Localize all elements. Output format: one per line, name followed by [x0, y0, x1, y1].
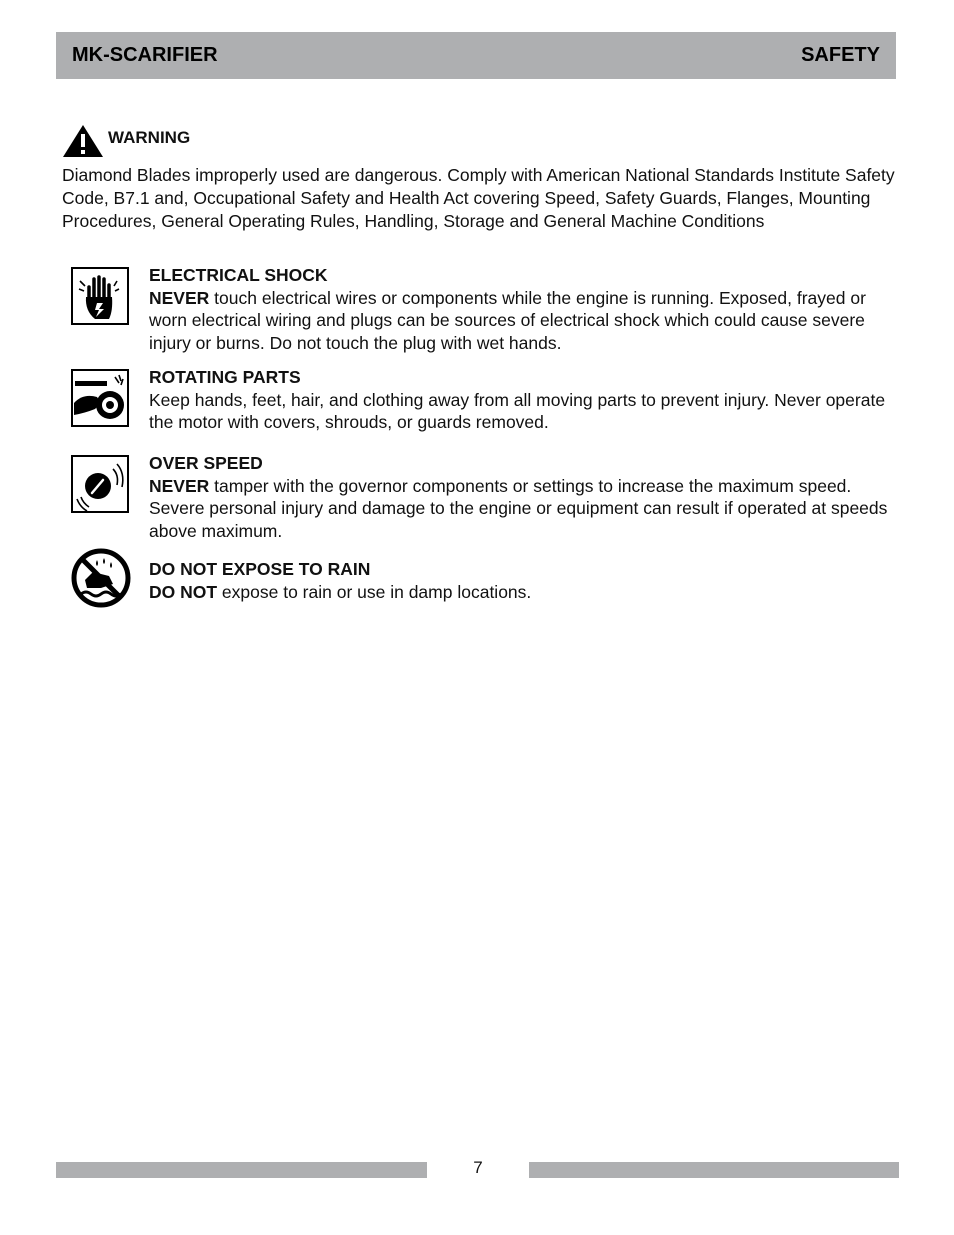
over-speed-gauge-icon: [71, 455, 129, 513]
hazard-lead: NEVER: [149, 287, 210, 308]
hazard-title: DO NOT EXPOSE TO RAIN: [149, 559, 371, 579]
hazard-lead: NEVER: [149, 475, 210, 496]
hazard-body: touch electrical wires or components while the engine is running. Exposed, frayed or worn electrical wiring and plugs can be sources of electrical shock which could cause severe injury or burns. Do not touch the plug with wet hands.: [149, 287, 866, 353]
hazard-body: Keep hands, feet, hair, and clothing away from all moving parts to prevent injury. Never operate the motor with covers, shrouds, or guards removed.: [149, 389, 886, 432]
hazard-lead: DO NOT: [149, 581, 218, 602]
no-rain-exposure-icon: [71, 548, 129, 606]
warning-text: Diamond Blades improperly used are dangerous. Comply with American National Standards Institute Safety Code, B7.1 and, Occupational Safety and Health Act covering Speed, Safety Guards, Flanges, Mounting Procedures, General Operating Rules, Handling, Storage and General Machine Conditions: [62, 165, 895, 231]
hazard-title: OVER SPEED: [149, 453, 263, 473]
page-header: [56, 32, 896, 79]
manual-title: MK-SCARIFIER: [72, 44, 218, 66]
warning-triangle-icon: [62, 124, 104, 158]
electric-shock-hand-icon: [71, 267, 129, 325]
warning-heading: [62, 124, 190, 158]
hazard-title: ELECTRICAL SHOCK: [149, 265, 328, 285]
hazard-title: ROTATING PARTS: [149, 367, 301, 387]
hazard-body: tamper with the governor components or settings to increase the maximum speed. Severe personal injury and damage to the engine or equipment can result if operated at speeds above maximum.: [149, 475, 888, 541]
rotating-parts-hand-icon: [71, 369, 129, 427]
section-title: SAFETY: [801, 44, 880, 66]
page-number: 7: [473, 1158, 483, 1177]
footer-bar-right: [529, 1162, 899, 1178]
warning-label: WARNING: [108, 128, 191, 147]
footer-bar-left: [56, 1162, 427, 1178]
hazard-body: expose to rain or use in damp locations.: [217, 581, 532, 602]
